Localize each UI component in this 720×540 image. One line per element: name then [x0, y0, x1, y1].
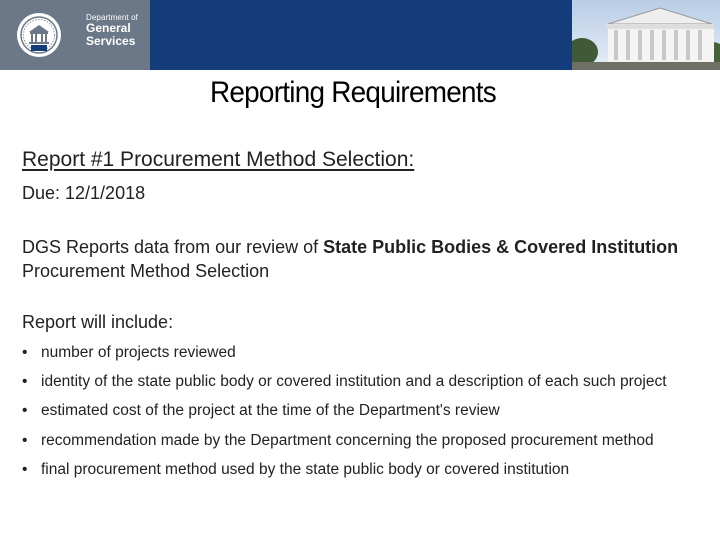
- description-text-1: DGS Reports data from our review of: [22, 237, 324, 257]
- list-item: • number of projects reviewed: [22, 344, 702, 362]
- requirements-list: [22, 344, 702, 479]
- include-label: Report will include:: [22, 312, 174, 332]
- org-line-3: Services: [86, 33, 136, 48]
- org-line-1: Department of: [86, 13, 138, 22]
- dgs-seal-icon: [16, 12, 62, 58]
- slide-title: Reporting Requirements: [209, 76, 497, 109]
- description-text-2: Procurement Method Selection: [22, 261, 270, 281]
- due-date: Due: 12/1/2018: [22, 183, 146, 203]
- dgs-logo[interactable]: [0, 0, 150, 70]
- description-paragraph: [22, 235, 702, 283]
- list-item: • final procurement method used by the state public body or covered institution: [22, 461, 702, 479]
- org-line-2: General: [86, 21, 131, 36]
- list-item: • recommendation made by the Department concerning the proposed procurement method: [22, 432, 702, 450]
- report-heading: Report #1 Procurement Method Selection:: [22, 148, 415, 171]
- description-bold-text: State Public Bodies & Covered Institution: [323, 237, 679, 257]
- list-item: • identity of the state public body or covered institution and a description of each such project: [22, 373, 702, 391]
- list-item: • estimated cost of the project at the time of the Department's review: [22, 402, 702, 420]
- org-name: [86, 14, 138, 48]
- capitol-building-photo: [572, 0, 720, 70]
